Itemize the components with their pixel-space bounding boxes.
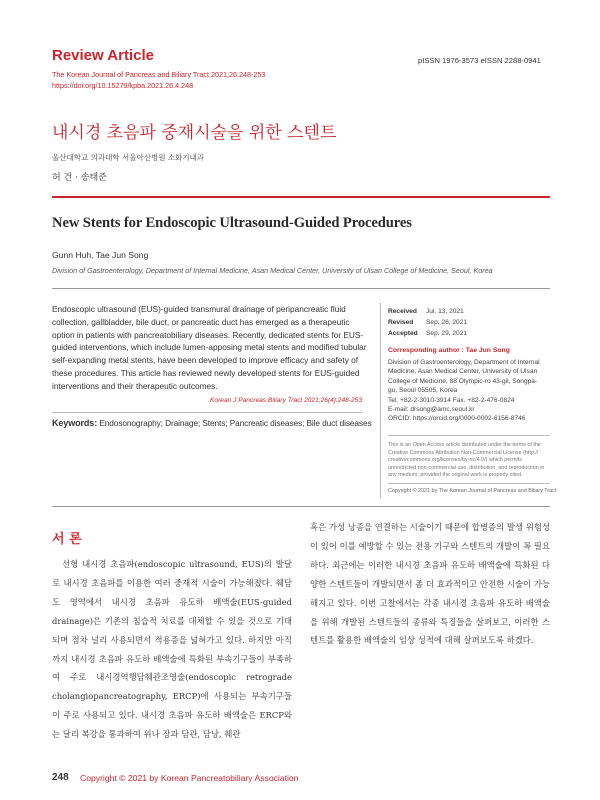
body-divider <box>52 506 550 507</box>
english-affiliation: Division of Gastroenterology, Department of Internal Medicine, Asan Medical Center, University of Ulsan College of Medicine, Seoul, Korea <box>52 266 493 275</box>
accepted-label: Accepted <box>388 330 418 337</box>
correspondence-phone: Tel. +82-2-3010-3914 Fax. +82-2-476-0824 <box>388 396 515 404</box>
korean-affiliation: 울산대학교 의과대학 서울아산병원 소화기내과 <box>52 153 205 162</box>
issn: pISSN 1976-3573 eISSN 2288-0941 <box>418 56 541 65</box>
license-line: unrestricted non-commercial use, distribution, and reproduction in <box>388 464 545 471</box>
section-title-introduction: 서 론 <box>52 532 82 547</box>
accepted-date: Sep. 29, 2021 <box>426 330 468 337</box>
doi-link[interactable]: https://doi.org/10.15279/kpba.2021.26.4.248 <box>52 81 194 90</box>
correspondence-email[interactable]: E-mail: drsong@amc.seoul.kr <box>388 406 475 414</box>
open-access-license <box>388 442 554 480</box>
received-label: Received <box>388 308 417 315</box>
accepted-row <box>388 330 467 337</box>
journal-citation: The Korean Journal of Pancreas and Biliary Tract 2021;26:248-253 <box>52 70 266 79</box>
page-number: 248 <box>52 772 69 783</box>
correspondence-line: Medicine, Asan Medical Center, University of Ulsan <box>388 368 538 376</box>
received-date: Jul. 13, 2021 <box>426 308 464 315</box>
correspondence-orcid[interactable]: ORCID: https://orcid.org/0000-0002-6156-8746 <box>388 415 526 423</box>
sidebar-divider <box>380 303 381 498</box>
received-row <box>388 308 464 315</box>
abstract-divider <box>52 288 550 289</box>
keywords <box>52 418 372 428</box>
revised-date: Sep. 26, 2021 <box>426 319 468 326</box>
license-line: any medium, provided the original work is properly cited. <box>388 472 523 479</box>
license-line: This is an Open Access article distributed under the terms of the <box>388 442 541 448</box>
english-title: New Stents for Endoscopic Ultrasound-Guided Procedures <box>52 215 412 231</box>
journal-copyright: Copyright © 2021 by The Korean Journal of Pancreas and Biliary Tract <box>388 488 557 494</box>
abstract-citation: Korean J Pancreas Biliary Tract 2021;26(4):248-253 <box>210 397 362 404</box>
corresponding-author-details <box>388 358 558 424</box>
body-column-right: 혹은 가성 낭종을 연결하는 시술이기 때문에 합병증의 발생 위험성이 있어 이를 예방할 수 있는 전용 기구와 스텐트의 개발이 꼭 필요하다. 최근에는 이러한 내시경 초음파 유도하 배액술에 특화된 다양한 스텐트들이 개발되면서 좀 더 효과적이고 안전한 시술이 가능해지고 있다. 이번 고찰에서는 각종 내시경 초음파 유도하 배액술을 위해 개발된 스텐트들의 종류와 특징들을 살펴보고, 이러한 스텐트를 활용한 배액술의 임상 성적에 대해 살펴보도록 하겠다. <box>310 522 550 646</box>
body-column-left: 선형 내시경 초음파(endoscopic ultrasound, EUS)의 발달로 내시경 초음파를 이용한 여러 중재적 시술이 가능해졌다. 췌담도 영역에서 내시경 초음파 유도하 배액술(EUS-guided drainage)은 기존의 침습적 치료를 대체할 수 있을 것으로 기대되며 점차 널리 사용되면서 적용증을 넓혀가고 있다. 하지만 아직까지 내시경 초음파 유도하 배액술에 특화된 부속기구들이 부족하여 주로 내시경역행담췌관조영술(endoscopic retrograde cholangiopancreatography, ERCP)에 사용되는 부속기구들이 주로 사용되고 있다. 내시경 초음파 유도하 배액술은 ERCP와는 달리 복강을 통과하여 위나 장과 담관, 담낭, 췌관 <box>52 559 292 740</box>
keywords-list: Endosonography; Drainage; Stents; Pancreatic diseases; Bile duct diseases <box>99 418 372 428</box>
keywords-label: Keywords: <box>52 418 98 428</box>
article-type: Review Article <box>52 47 154 64</box>
corresponding-author-heading: Corresponding author : Tae Jun Song <box>388 347 510 354</box>
korean-authors: 허 건 · 송태준 <box>52 173 107 183</box>
keywords-divider <box>52 412 362 413</box>
revised-label: Revised <box>388 319 414 326</box>
correspondence-line: College of Medicine, 88 Olympic-ro 43-gil, Songpa- <box>388 377 538 385</box>
license-line: Creative Commons Attribution Non-Commercial License (http:// <box>388 449 539 456</box>
title-divider <box>52 196 550 198</box>
copyright-divider <box>388 483 550 484</box>
correspondence-line: gu, Seoul 05505, Korea <box>388 387 458 395</box>
english-authors: Gunn Huh, Tae Jun Song <box>52 250 149 260</box>
korean-title: 내시경 초음파 중재시술을 위한 스텐트 <box>52 123 337 143</box>
correspondence-line: Division of Gastroenterology, Department of Internal <box>388 359 540 366</box>
abstract-text: Endoscopic ultrasound (EUS)-guided transmural drainage of peripancreatic fluid collection, gallbladder, bile duct, or pancreatic duct has emerged as a therapeutic option in patients with pancreatobiliary diseases. Recently, dedicated stents for EUS-guided interventions, which include lumen-apposing metal stents and modified tubular self-expanding metal stents, have been developed to improve efficacy and safety of these procedures. This article has reviewed newly developed stents for EUS-guided interventions and their therapeutic outcomes. <box>52 304 367 391</box>
revised-row <box>388 319 467 326</box>
license-divider <box>388 435 550 436</box>
license-line: creativecommons.org/licenses/by-nc/4.0/) which permits <box>388 457 522 464</box>
footer-copyright: Copyright © 2021 by Korean Pancreatobiliary Association <box>80 773 299 783</box>
